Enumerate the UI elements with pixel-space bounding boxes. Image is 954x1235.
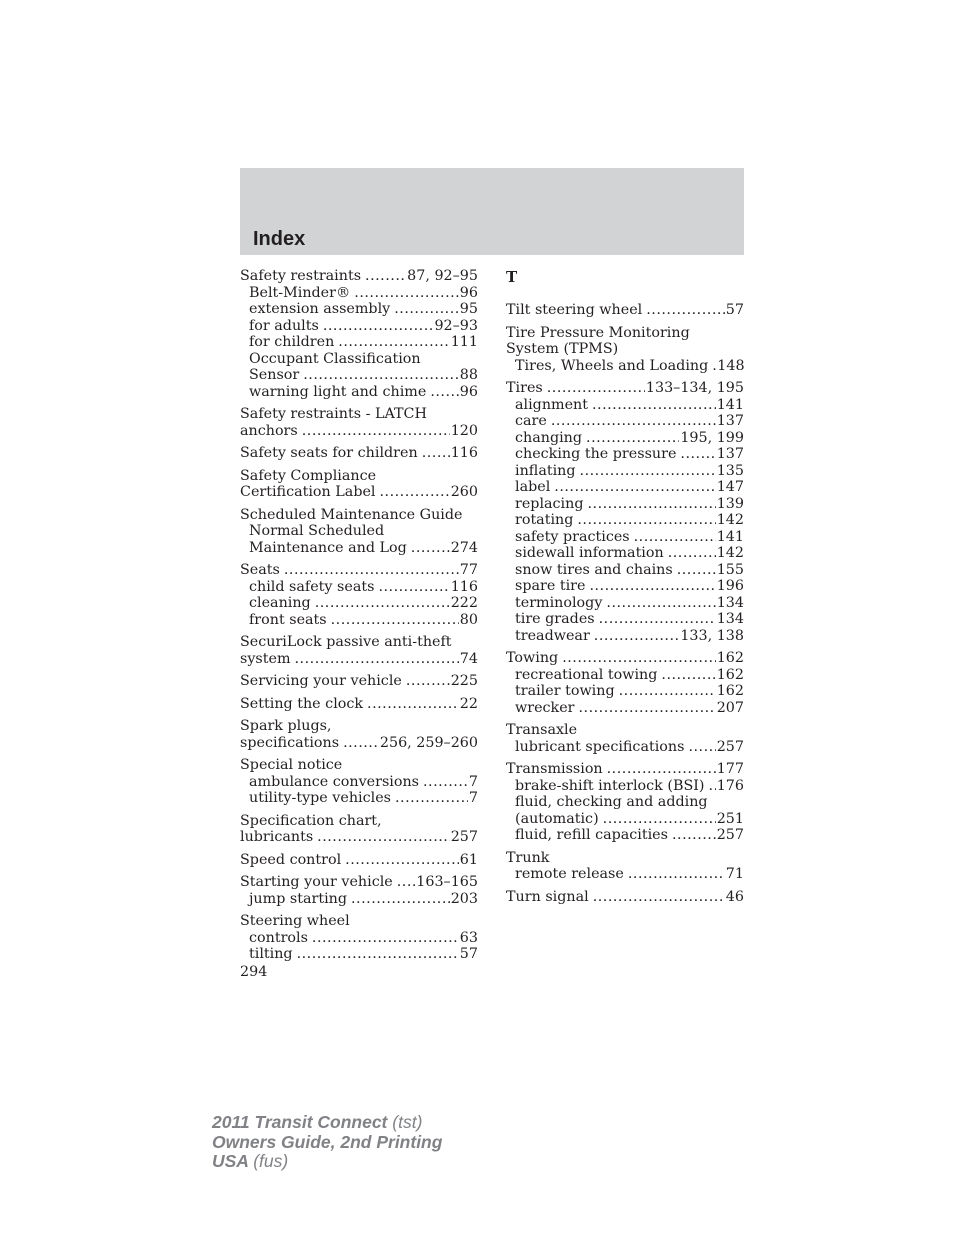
index-subentry-line [240,523,478,540]
index-entry [506,761,744,844]
index-subentry-line [506,827,744,844]
index-term: Belt-Minder® [249,284,351,301]
dot-leader [394,301,459,318]
index-page-ref: 133, 138 [680,627,744,644]
footer-line-3 [212,1152,442,1172]
index-page-ref: 116 [450,578,478,595]
index-subentry-line [240,891,478,908]
index-entry-line [240,813,478,830]
index-term: Scheduled Maintenance Guide [240,506,463,523]
index-subentry-line [240,318,478,335]
index-term: fluid, refill capacities [515,827,668,843]
index-page-ref: 274 [450,539,478,556]
index-term: Spark plugs, [240,718,332,734]
index-subentry-line [240,579,478,596]
dot-leader [677,562,716,579]
index-entry [240,468,478,501]
index-term: front seats [249,611,327,628]
dot-leader [587,496,715,513]
index-term: Trunk [506,849,550,866]
index-term: for adults [249,317,319,334]
right-entries [506,302,744,905]
index-page-ref: 148 [717,357,745,374]
index-term: Tire Pressure Monitoring [506,324,690,341]
index-subentry-line [506,683,744,700]
index-term: lubricants [240,829,314,845]
index-term: (automatic) [515,810,599,827]
index-subentry-line [506,479,744,496]
index-entry-line [506,850,744,867]
index-entry [240,406,478,439]
dot-leader [579,700,716,717]
index-subentry-line [506,446,744,463]
index-term: cleaning [249,595,311,611]
index-page-ref: 22 [459,695,478,712]
index-entry-line [240,406,478,423]
index-subentry-line [240,367,478,384]
index-entry-line [240,829,478,846]
index-term: child safety seats [249,578,375,595]
index-entry [240,445,478,462]
index-subentry-line [506,358,744,375]
index-subentry-line [506,778,744,795]
dot-leader [586,430,679,447]
index-entry-line [506,650,744,667]
footer-line-2 [212,1133,442,1153]
index-entry [240,634,478,667]
index-term: Occupant Classification [249,350,421,367]
index-entry-line [240,507,478,524]
index-term: jump starting [249,890,348,907]
index-term: system [240,650,291,667]
index-subentry-line [506,512,744,529]
index-entry [240,718,478,751]
index-term: checking the pressure [515,446,677,462]
index-page-ref: 120 [450,422,478,439]
index-term: terminology [515,594,603,611]
index-page-ref: 203 [450,890,478,907]
index-entry [240,852,478,869]
index-subentry-line [240,285,478,302]
dot-leader [406,673,450,690]
dot-leader [303,367,459,384]
dot-leader [323,318,434,335]
dot-leader [634,529,716,546]
index-page-ref: 251 [716,810,744,827]
index-term: care [515,413,547,429]
index-term: sidewall information [515,545,664,561]
index-subentry-line [240,930,478,947]
index-subentry-line [240,384,478,401]
index-subentry-line [506,595,744,612]
dot-leader [312,930,459,947]
index-page-ref: 225 [450,673,478,689]
index-page-ref: 96 [459,383,478,400]
index-page-ref: 162 [716,650,744,666]
index-term: utility-type vehicles [249,790,391,806]
index-column-right [506,268,744,905]
index-term: Transaxle [506,722,578,738]
dot-leader [619,683,716,700]
index-entry-line [506,722,744,739]
index-term: changing [515,429,583,446]
footer-market-code: (fus) [253,1151,289,1171]
dot-leader [331,612,459,629]
index-term: Seats [240,562,280,578]
index-subentry-line [506,430,744,447]
index-term: safety practices [515,528,630,545]
index-term: rotating [515,512,574,528]
index-term: fluid, checking and adding [515,794,708,810]
dot-leader [302,423,450,440]
index-subentry-line [240,540,478,557]
index-term: brake-shift interlock (BSI) [515,777,705,794]
index-subentry-line [506,545,744,562]
index-entry [506,722,744,755]
footer-market: USA [212,1151,249,1171]
index-term: Turn signal [506,888,589,905]
index-subentry-line [240,612,478,629]
index-term: extension assembly [249,301,391,317]
index-page-ref: 139 [716,495,744,512]
index-page-ref: 257 [716,738,744,755]
index-entry [506,325,744,375]
index-term: ambulance conversions [249,773,420,790]
index-page-ref: 207 [716,699,744,716]
section-letter: T [506,268,518,286]
index-page-ref: 142 [716,512,744,528]
dot-leader [354,285,459,302]
index-entry [506,650,744,716]
index-term: Servicing your vehicle [240,673,402,689]
index-entry [506,889,744,906]
left-entries [240,268,478,963]
dot-leader [603,811,716,828]
index-subentry-line [506,739,744,756]
index-term: Towing [506,650,559,666]
index-term: trailer towing [515,683,615,699]
index-page-ref: 92–93 [434,317,478,334]
index-term: Setting the clock [240,695,364,712]
index-entry-line [506,380,744,397]
index-term: Certification Label [240,484,376,500]
footer-guide: Owners Guide, 2nd Printing [212,1131,443,1152]
index-term: replacing [515,495,584,512]
index-term: for children [249,334,335,350]
index-term: Tires, Wheels and Loading [515,357,709,374]
document-footer [212,1113,442,1172]
index-subentry-line [506,529,744,546]
index-subentry-line [506,562,744,579]
index-subentry-line [506,413,744,430]
index-term: remote release [515,866,624,882]
index-entry-line [506,302,744,319]
index-page-ref: 195, 199 [680,429,744,446]
index-entry-line [506,889,744,906]
index-subentry-line [506,496,744,513]
dot-leader [607,761,716,778]
index-subentry-line [506,463,744,480]
index-page-ref: 77 [459,562,478,578]
index-subentry-line [240,301,478,318]
index-page-ref: 162 [716,666,744,683]
index-entry-line [506,325,744,342]
index-entry-line [240,562,478,579]
index-term: Special notice [240,757,343,773]
index-entry [240,913,478,963]
index-term: Safety restraints - LATCH [240,406,427,422]
index-subentry-line [506,611,744,628]
index-entry [240,673,478,690]
index-subentry-line [240,351,478,368]
index-term: Normal Scheduled [249,523,385,539]
footer-model-code: (tst) [392,1112,423,1132]
dot-leader [589,578,715,595]
index-entry-line [240,445,478,462]
dot-leader [688,739,715,756]
dot-leader [577,512,715,529]
dot-leader [551,413,716,430]
index-term: Speed control [240,851,342,868]
dot-leader [594,628,680,645]
dot-leader [351,891,450,908]
index-entry-line [240,735,478,752]
index-page-ref: 257 [450,829,478,845]
dot-leader [297,946,459,963]
index-entry-line [506,761,744,778]
index-term: treadwear [515,627,590,644]
index-entry-line [240,852,478,869]
index-term: Steering wheel [240,913,350,929]
index-page-ref: 7 [468,773,478,790]
index-page-ref: 134 [716,594,744,611]
index-page-ref: 142 [716,545,744,561]
dot-leader [708,778,715,795]
index-term: Tilt steering wheel [506,302,643,318]
index-term: snow tires and chains [515,561,673,578]
index-entry-line [240,673,478,690]
dot-leader [411,540,450,557]
index-term: System (TPMS) [506,341,619,357]
page-number: 294 [240,963,268,980]
dot-leader [646,302,725,319]
index-term: controls [249,929,308,946]
dot-leader [317,829,450,846]
index-page-ref: 257 [716,827,744,843]
dot-leader [397,874,416,891]
index-page-ref: 96 [459,284,478,301]
index-page-ref: 116 [450,445,478,461]
dot-leader [672,827,716,844]
index-page-ref: 256, 259–260 [379,734,478,751]
index-subentry-line [506,397,744,414]
index-entry-line [240,468,478,485]
index-entry-line [240,268,478,285]
dot-leader [284,562,459,579]
dot-leader [661,667,715,684]
dot-leader [628,866,725,883]
index-term: label [515,479,551,495]
index-subentry-line [506,667,744,684]
index-page-ref: 71 [725,866,744,882]
index-entry-line [240,651,478,668]
dot-leader [562,650,716,667]
index-term: alignment [515,396,588,413]
dot-leader [365,268,406,285]
dot-leader [343,735,379,752]
index-entry [240,507,478,557]
index-page-ref: 260 [450,484,478,500]
index-page-ref: 61 [459,851,478,868]
index-page-ref: 176 [716,777,744,794]
dot-leader [606,595,715,612]
index-entry [240,696,478,713]
index-subentry-line [506,866,744,883]
index-entry [506,380,744,644]
index-subentry-line [240,774,478,791]
index-page-ref: 74 [459,650,478,667]
index-page-ref: 141 [716,528,744,545]
index-page-ref: 134 [716,611,744,627]
index-term: Safety seats for children [240,445,418,461]
index-term: Maintenance and Log [249,539,407,556]
index-term: tilting [249,946,293,962]
footer-line-1 [212,1113,442,1133]
index-page-ref: 133–134, 195 [645,380,744,396]
index-term: spare tire [515,578,586,594]
index-entry [240,874,478,907]
index-page-ref: 7 [468,790,478,806]
index-subentry-line [506,794,744,811]
index-term: Specification chart, [240,812,382,829]
index-subentry-line [240,595,478,612]
index-entry-line [240,718,478,735]
index-term: Safety Compliance [240,467,377,484]
dot-leader [593,889,725,906]
index-term: recreational towing [515,666,658,683]
index-entry-line [240,484,478,501]
index-page-ref: 87, 92–95 [407,268,478,284]
index-header-band [240,168,744,255]
index-page-ref: 57 [725,302,744,318]
index-page-ref: 137 [716,413,744,429]
dot-leader [338,334,449,351]
index-subentry-line [506,628,744,645]
index-page-ref: 177 [716,761,744,777]
dot-leader [422,445,450,462]
index-page-ref: 88 [459,367,478,383]
index-entry [240,268,478,400]
index-page-ref: 222 [450,595,478,611]
index-page-ref: 141 [716,396,744,413]
index-term: tire grades [515,611,595,627]
index-entry-line [240,757,478,774]
index-column-left [240,268,478,980]
dot-leader [430,384,458,401]
dot-leader [395,790,468,807]
index-subentry-line [240,946,478,963]
footer-model: 2011 Transit Connect [212,1112,388,1132]
index-page-ref: 137 [716,446,744,462]
index-page-ref: 135 [716,462,744,479]
index-entry-line [240,634,478,651]
dot-leader [345,852,459,869]
index-entry [506,302,744,319]
index-entry-line [240,874,478,891]
index-page-ref: 46 [725,888,744,905]
index-term: anchors [240,422,298,439]
index-entry [240,562,478,628]
index-term: inflating [515,462,576,479]
index-entry [506,850,744,883]
index-page-ref: 63 [459,929,478,946]
dot-leader [367,696,459,713]
index-page-ref: 57 [459,946,478,962]
index-entry [240,813,478,846]
index-entry-line [240,913,478,930]
index-page-ref: 163–165 [416,874,478,890]
index-page-ref: 196 [716,578,744,594]
dot-leader [378,579,449,596]
index-term: Starting your vehicle [240,874,393,890]
index-subentry-line [506,578,744,595]
index-page-ref: 80 [459,611,478,628]
index-entry-line [240,423,478,440]
index-subentry-line [240,790,478,807]
index-subentry-line [506,700,744,717]
index-term: Safety restraints [240,268,362,284]
dot-leader [380,484,450,501]
index-term: lubricant specifications [515,738,685,755]
dot-leader [712,358,716,375]
dot-leader [295,651,459,668]
dot-leader [592,397,716,414]
index-page-ref: 95 [459,301,478,317]
index-term: warning light and chime [249,383,427,400]
index-term: SecuriLock passive anti-theft [240,634,452,650]
index-page-ref: 155 [716,561,744,578]
dot-leader [554,479,715,496]
index-term: Sensor [249,367,300,383]
dot-leader [668,545,716,562]
dot-leader [580,463,716,480]
index-term: wrecker [515,699,575,716]
index-subentry-line [240,334,478,351]
index-entry-line [506,341,744,358]
page-title: Index [253,228,306,250]
index-term: specifications [240,734,340,751]
index-page-ref: 111 [450,334,478,350]
index-page-ref: 162 [716,683,744,699]
index-term: Transmission [506,761,603,777]
index-entry-line [240,696,478,713]
dot-leader [315,595,450,612]
dot-leader [547,380,645,397]
dot-leader [599,611,716,628]
index-page-ref: 147 [716,479,744,495]
index-subentry-line [506,811,744,828]
index-entry [240,757,478,807]
dot-leader [423,774,468,791]
dot-leader [680,446,715,463]
index-term: Tires [506,380,543,396]
